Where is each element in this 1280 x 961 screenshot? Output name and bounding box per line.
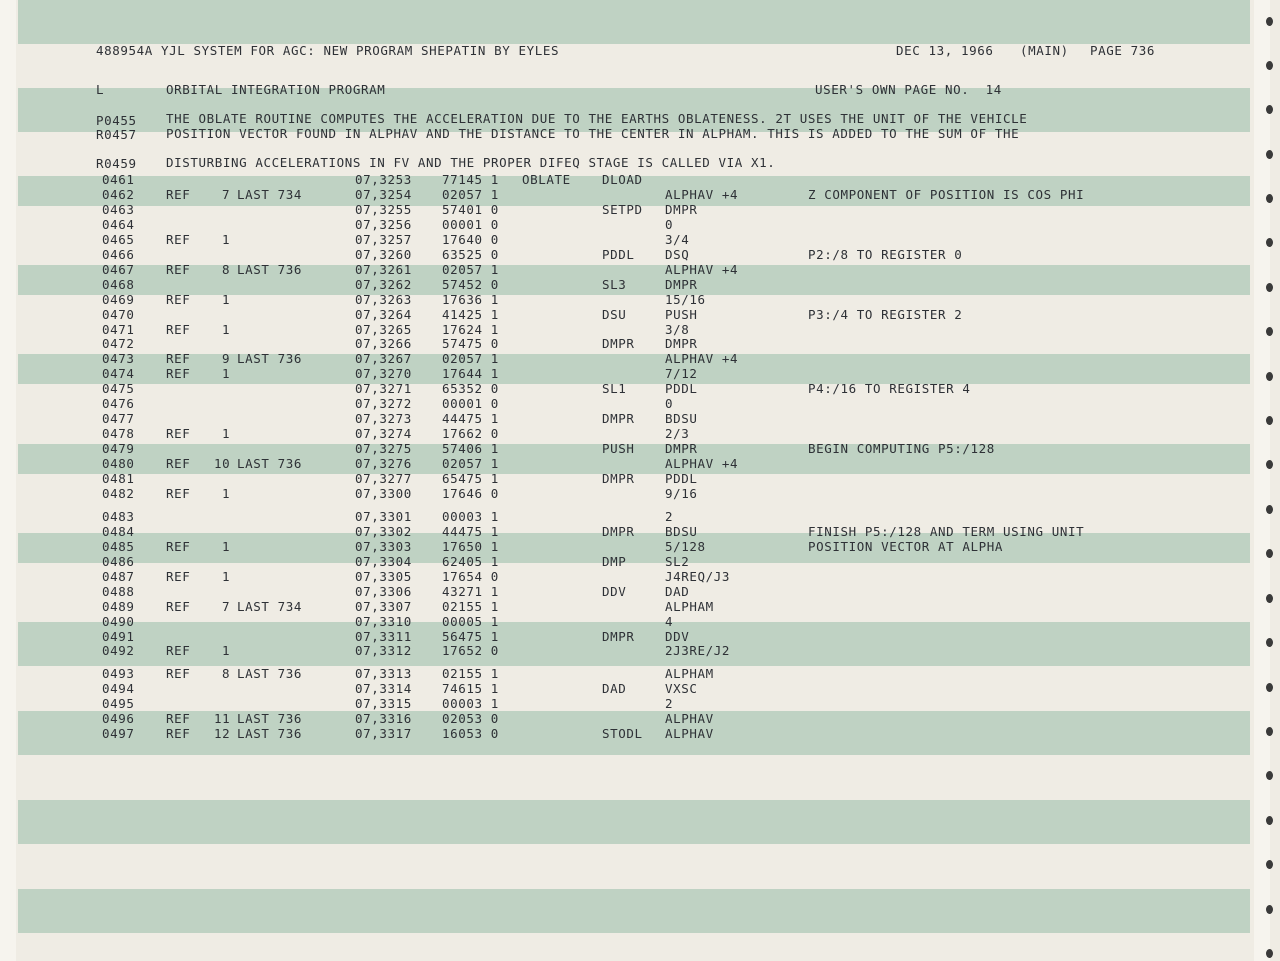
line-number: 0476 [102,396,135,412]
green-bar [18,800,1250,844]
line-number: 0470 [102,306,135,322]
user-page-number: USER'S OWN PAGE NO. 14 [815,82,1002,97]
ref-number: 1 [222,291,231,307]
sprocket-hole [1266,816,1273,825]
address: 07,3260 [355,246,412,262]
address: 07,3270 [355,366,412,382]
octal-code: 17654 0 [442,568,499,584]
comment-id: R0457 [96,127,137,142]
comment-id: P0455 [96,113,137,128]
sprocket-hole [1266,238,1273,247]
ref-tag: REF [166,538,191,554]
ref-number: 1 [222,231,231,247]
opcode: DDV [602,583,627,599]
ref-tag: REF [166,726,191,742]
line-number: 0482 [102,485,135,501]
address: 07,3301 [355,508,412,524]
address: 07,3256 [355,216,412,232]
address: 07,3275 [355,441,412,457]
octal-code: 00001 0 [442,216,499,232]
octal-code: 17650 1 [442,538,499,554]
operand: 0 [665,396,674,412]
page-number: PAGE 736 [1090,43,1156,58]
ref-tag: REF [166,598,191,614]
operand: 15/16 [665,291,706,307]
line-comment: P2:/8 TO REGISTER 0 [808,246,963,262]
ref-number: 11 [214,711,231,727]
print-date: DEC 13, 1966 [896,43,994,58]
address: 07,3264 [355,306,412,322]
address: 07,3305 [355,568,412,584]
operand: ALPHAV [665,711,714,727]
operand: 2 [665,696,674,712]
sprocket-hole [1266,727,1273,736]
line-number: 0494 [102,681,135,697]
ref-tag: REF [166,643,191,659]
operand: 2J3RE/J2 [665,643,731,659]
ref-tag: REF [166,711,191,727]
sprocket-hole [1266,416,1273,425]
ref-tag: REF [166,366,191,382]
octal-code: 00005 1 [442,613,499,629]
address: 07,3302 [355,523,412,539]
green-bar [18,265,1250,295]
operand: DAD [665,583,690,599]
operand: BDSU [665,411,698,427]
ref-number: 1 [222,643,231,659]
sprocket-hole [1266,460,1273,469]
octal-code: 17644 1 [442,366,499,382]
comment-text: DISTURBING ACCELERATIONS IN FV AND THE PROPER DIFEQ STAGE IS CALLED VIA X1. [166,155,776,170]
print-mode: (MAIN) [1020,43,1069,58]
opcode: DMPR [602,523,635,539]
operand: 2/3 [665,426,690,442]
last-page-ref: LAST 736 [237,666,303,682]
ref-number: 10 [214,456,231,472]
address: 07,3271 [355,381,412,397]
line-comment: BEGIN COMPUTING P5:/128 [808,441,995,457]
line-number: 0491 [102,628,135,644]
address: 07,3272 [355,396,412,412]
sprocket-hole [1266,683,1273,692]
operand: 3/8 [665,321,690,337]
operand: DDV [665,628,690,644]
operand: 3/4 [665,231,690,247]
octal-code: 02057 1 [442,351,499,367]
opcode: PUSH [602,441,635,457]
line-number: 0484 [102,523,135,539]
octal-code: 63525 0 [442,246,499,262]
address: 07,3311 [355,628,412,644]
line-number: 0493 [102,666,135,682]
line-number: 0466 [102,246,135,262]
octal-code: 41425 1 [442,306,499,322]
sprocket-hole [1266,860,1273,869]
sprocket-hole [1266,150,1273,159]
sprocket-hole [1266,61,1273,70]
ref-tag: REF [166,485,191,501]
sprocket-hole [1266,638,1273,647]
address: 07,3253 [355,172,412,187]
green-bar [18,889,1250,933]
operand: PDDL [665,471,698,486]
line-comment: P4:/16 TO REGISTER 4 [808,381,971,397]
operand: ALPHAV +4 [665,456,739,472]
operand: DMPR [665,336,698,352]
octal-code: 57452 0 [442,276,499,292]
sprocket-hole [1266,505,1273,514]
address: 07,3263 [355,291,412,307]
ref-tag: REF [166,291,191,307]
ref-number: 8 [222,261,231,277]
line-number: 0471 [102,321,135,337]
ref-tag: REF [166,426,191,442]
operand: DSQ [665,246,690,262]
ref-tag: REF [166,351,191,367]
opcode: DSU [602,306,627,322]
address: 07,3254 [355,186,412,202]
comment-text: THE OBLATE ROUTINE COMPUTES THE ACCELERATION DUE TO THE EARTHS OBLATENESS. 2T USES THE UNIT OF THE VEHICLE [166,111,1028,126]
address: 07,3276 [355,456,412,472]
line-comment: POSITION VECTOR AT ALPHA [808,538,1004,554]
operand: 4 [665,613,674,629]
octal-code: 65475 1 [442,471,499,486]
opcode: DMPR [602,411,635,427]
address: 07,3313 [355,666,412,682]
opcode: DLOAD [602,172,643,187]
octal-code: 00001 0 [442,396,499,412]
line-number: 0469 [102,291,135,307]
operand: BDSU [665,523,698,539]
line-number: 0496 [102,711,135,727]
ref-tag: REF [166,456,191,472]
sprocket-hole [1266,771,1273,780]
line-number: 0479 [102,441,135,457]
line-comment: Z COMPONENT OF POSITION IS COS PHI [808,186,1085,202]
opcode: SL1 [602,381,627,397]
operand: SL2 [665,553,690,569]
address: 07,3273 [355,411,412,427]
left-tractor-strip [0,0,16,961]
ref-number: 1 [222,366,231,382]
operand: DMPR [665,441,698,457]
line-number: 0475 [102,381,135,397]
sprocket-hole [1266,549,1273,558]
line-number: 0483 [102,508,135,524]
operand: J4REQ/J3 [665,568,731,584]
line-number: 0477 [102,411,135,427]
address: 07,3310 [355,613,412,629]
opcode: DMPR [602,628,635,644]
opcode: DMPR [602,471,635,486]
opcode: PDDL [602,246,635,262]
opcode: DAD [602,681,627,697]
sprocket-hole [1266,905,1273,914]
operand: ALPHAV +4 [665,261,739,277]
operand: ALPHAV +4 [665,186,739,202]
line-number: 0468 [102,276,135,292]
octal-code: 17646 0 [442,485,499,501]
operand: 9/16 [665,485,698,501]
line-comment: FINISH P5:/128 AND TERM USING UNIT [808,523,1085,539]
address: 07,3274 [355,426,412,442]
address: 07,3300 [355,485,412,501]
octal-code: 16053 0 [442,726,499,742]
ref-number: 12 [214,726,231,742]
octal-code: 17640 0 [442,231,499,247]
last-page-ref: LAST 736 [237,261,303,277]
sprocket-hole [1266,17,1273,26]
opcode: DMP [602,553,627,569]
sprocket-hole [1266,283,1273,292]
ref-number: 1 [222,426,231,442]
octal-code: 00003 1 [442,508,499,524]
operand: 7/12 [665,366,698,382]
ref-tag: REF [166,261,191,277]
ref-tag: REF [166,231,191,247]
sprocket-hole [1266,594,1273,603]
line-number: 0497 [102,726,135,742]
line-number: 0478 [102,426,135,442]
octal-code: 65352 0 [442,381,499,397]
line-number: 0488 [102,583,135,599]
octal-code: 02155 1 [442,598,499,614]
ref-tag: REF [166,666,191,682]
octal-code: 02053 0 [442,711,499,727]
operand: 2 [665,508,674,524]
octal-code: 17662 0 [442,426,499,442]
line-number: 0464 [102,216,135,232]
ref-tag: REF [166,568,191,584]
octal-code: 00003 1 [442,696,499,712]
operand: ALPHAM [665,598,714,614]
address: 07,3257 [355,231,412,247]
octal-code: 17636 1 [442,291,499,307]
green-bar [18,0,1250,44]
octal-code: 43271 1 [442,583,499,599]
line-number: 0486 [102,553,135,569]
ref-number: 7 [222,186,231,202]
line-number: 0467 [102,261,135,277]
operand: DMPR [665,276,698,292]
address: 07,3267 [355,351,412,367]
address: 07,3266 [355,336,412,352]
line-number: 0485 [102,538,135,554]
address: 07,3265 [355,321,412,337]
address: 07,3261 [355,261,412,277]
address: 07,3314 [355,681,412,697]
ref-number: 1 [222,568,231,584]
line-number: 0490 [102,613,135,629]
line-number: 0461 [102,172,135,187]
line-number: 0472 [102,336,135,352]
line-number: 0492 [102,643,135,659]
ref-number: 1 [222,485,231,501]
address: 07,3262 [355,276,412,292]
line-number: 0487 [102,568,135,584]
last-page-ref: LAST 736 [237,726,303,742]
octal-code: 02057 1 [442,456,499,472]
octal-code: 62405 1 [442,553,499,569]
ref-number: 1 [222,321,231,337]
line-number: 0463 [102,201,135,217]
program-title: ORBITAL INTEGRATION PROGRAM [166,82,386,97]
ref-number: 1 [222,538,231,554]
sprocket-hole [1266,327,1273,336]
opcode: SL3 [602,276,627,292]
address: 07,3277 [355,471,412,486]
operand: DMPR [665,201,698,217]
line-number: 0489 [102,598,135,614]
line-number: 0495 [102,696,135,712]
line-number: 0481 [102,471,135,486]
address: 07,3303 [355,538,412,554]
octal-code: 44475 1 [442,523,499,539]
sprocket-hole [1266,194,1273,203]
operand: ALPHAV [665,726,714,742]
operand: PUSH [665,306,698,322]
opcode: STODL [602,726,643,742]
address: 07,3317 [355,726,412,742]
sprocket-hole [1266,372,1273,381]
ref-number: 8 [222,666,231,682]
operand: VXSC [665,681,698,697]
opcode: SETPD [602,201,643,217]
address: 07,3315 [355,696,412,712]
address: 07,3316 [355,711,412,727]
octal-code: 57475 0 [442,336,499,352]
comment-text: POSITION VECTOR FOUND IN ALPHAV AND THE DISTANCE TO THE CENTER IN ALPHAM. THIS IS ADDED TO THE SUM OF THE [166,126,1020,141]
octal-code: 02155 1 [442,666,499,682]
ref-tag: REF [166,321,191,337]
comment-id: R0459 [96,156,137,171]
ref-tag: REF [166,186,191,202]
green-bar [18,354,1250,384]
operand: PDDL [665,381,698,397]
operand: 5/128 [665,538,706,554]
operand: 0 [665,216,674,232]
sprocket-hole [1266,949,1273,958]
octal-code: 44475 1 [442,411,499,427]
symbol-label: OBLATE [522,172,571,187]
line-number: 0480 [102,456,135,472]
last-page-ref: LAST 734 [237,186,303,202]
octal-code: 17624 1 [442,321,499,337]
last-page-ref: LAST 736 [237,711,303,727]
job-header: 488954A YJL SYSTEM FOR AGC: NEW PROGRAM SHEPATIN BY EYLES [96,43,560,58]
address: 07,3307 [355,598,412,614]
octal-code: 57406 1 [442,441,499,457]
last-page-ref: LAST 734 [237,598,303,614]
octal-code: 02057 1 [442,261,499,277]
address: 07,3304 [355,553,412,569]
line-number: 0462 [102,186,135,202]
line-number: 0474 [102,366,135,382]
octal-code: 74615 1 [442,681,499,697]
column-letter: L [96,82,105,97]
address: 07,3255 [355,201,412,217]
octal-code: 17652 0 [442,643,499,659]
octal-code: 57401 0 [442,201,499,217]
line-number: 0465 [102,231,135,247]
octal-code: 77145 1 [442,172,499,187]
line-comment: P3:/4 TO REGISTER 2 [808,306,963,322]
address: 07,3312 [355,643,412,659]
address: 07,3306 [355,583,412,599]
operand: ALPHAV +4 [665,351,739,367]
last-page-ref: LAST 736 [237,456,303,472]
line-number: 0473 [102,351,135,367]
ref-number: 9 [222,351,231,367]
ref-number: 7 [222,598,231,614]
last-page-ref: LAST 736 [237,351,303,367]
opcode: DMPR [602,336,635,352]
sprocket-hole [1266,105,1273,114]
octal-code: 56475 1 [442,628,499,644]
octal-code: 02057 1 [442,186,499,202]
operand: ALPHAM [665,666,714,682]
